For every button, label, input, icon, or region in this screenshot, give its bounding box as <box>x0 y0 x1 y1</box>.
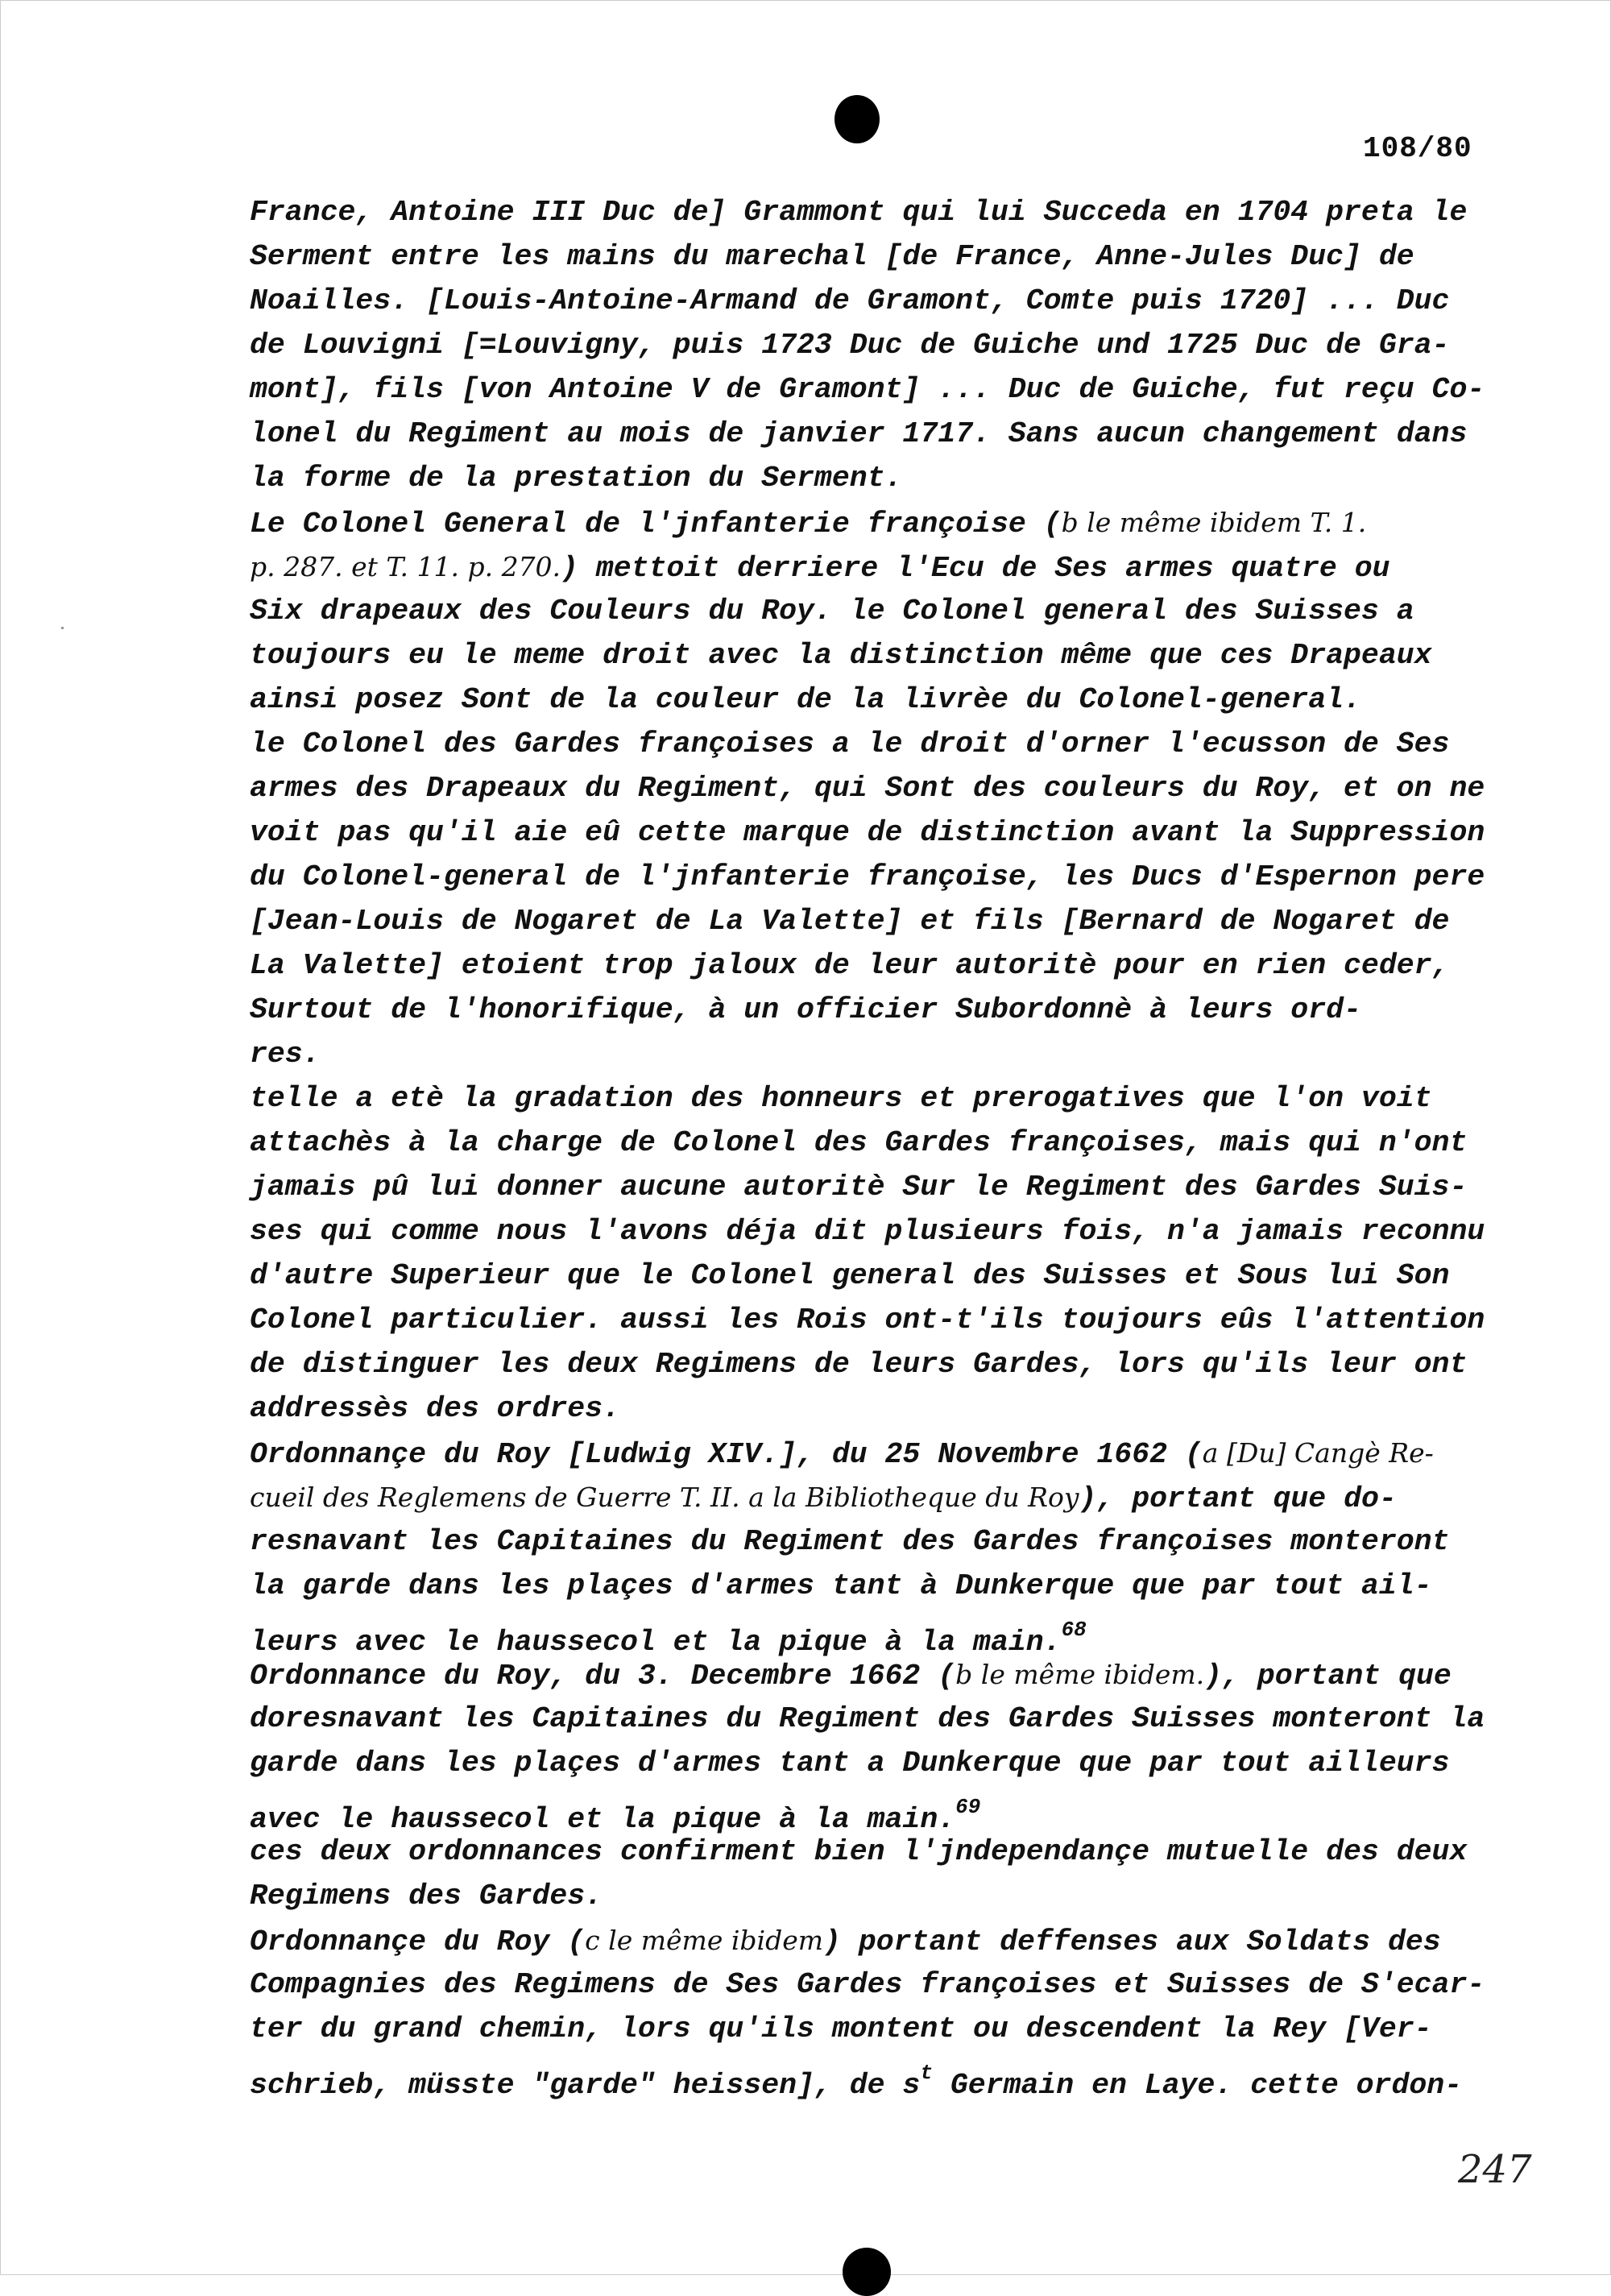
text-line <box>250 1165 1603 1209</box>
text-line <box>250 456 1603 500</box>
text-segment: ses qui comme nous l'avons déja dit plusieurs fois, n'a jamais reconnu <box>250 1215 1485 1248</box>
scan-speck <box>61 627 64 629</box>
text-line <box>250 1254 1603 1298</box>
text-line <box>250 1962 1603 2007</box>
text-segment: Ordonnançe du Roy ( <box>250 1925 586 1958</box>
text-line <box>250 234 1603 279</box>
text-line <box>250 1431 1603 1475</box>
text-segment: toujours eu le meme droit avec la distinction même que ces Drapeaux <box>250 639 1432 672</box>
handwritten-annotation: b le même ibidem. <box>955 1659 1205 1690</box>
text-line <box>250 1918 1603 1962</box>
superscript: 69 <box>955 1795 981 1819</box>
text-line <box>250 988 1603 1032</box>
text-segment: d'autre Superieur que le Colonel general des Suisses et Sous lui Son <box>250 1259 1450 1292</box>
text-segment: voit pas qu'il aie eû cette marque de distinction avant la Suppression <box>250 816 1485 849</box>
text-segment: armes des Drapeaux du Regiment, qui Sont des couleurs du Roy, et on ne <box>250 772 1485 805</box>
text-segment: la forme de la prestation du Serment. <box>250 462 903 495</box>
text-segment: attachès à la charge de Colonel des Gardes françoises, mais qui n'ont <box>250 1126 1468 1159</box>
page-number: 108/80 <box>1363 132 1472 165</box>
text-line <box>250 899 1603 943</box>
text-line <box>250 500 1603 545</box>
text-line <box>250 1874 1603 1918</box>
text-segment: res. <box>250 1038 321 1071</box>
text-line <box>250 678 1603 722</box>
text-segment: jamais pû lui donner aucune autoritè Sur le Regiment des Gardes Suis- <box>250 1171 1468 1204</box>
text-segment: Six drapeaux des Couleurs du Roy. le Colonel general des Suisses a <box>250 595 1414 628</box>
handwritten-folio-number: 247 <box>1458 2147 1532 2192</box>
text-line <box>250 855 1603 899</box>
text-segment: Colonel particulier. aussi les Rois ont-t'ils toujours eûs l'attention <box>250 1303 1485 1337</box>
text-line <box>250 545 1603 589</box>
text-line <box>250 2051 1603 2102</box>
text-segment: mont <box>250 373 321 406</box>
punch-hole-top <box>834 95 880 143</box>
text-line <box>250 633 1603 678</box>
text-segment: Ordonnançe du Roy [Ludwig XIV.], du 25 Novembre 1662 ( <box>250 1438 1203 1471</box>
text-segment: France, Antoine III Duc de] Grammont qui lui Succeda en 1704 preta le <box>250 196 1468 229</box>
text-segment: Regimens des Gardes. <box>250 1879 603 1913</box>
text-segment: leurs avec le haussecol et la pique à la main. <box>250 1626 1062 1659</box>
text-segment: Serment entre les mains du marechal [de France, Anne-Jules Duc] de <box>250 240 1414 273</box>
text-line <box>250 412 1603 456</box>
text-line <box>250 323 1603 367</box>
handwritten-annotation: cueil des Reglemens de Guerre T. II. a la Bibliotheque du Roy <box>250 1482 1079 1513</box>
superscript: t <box>920 2061 933 2085</box>
text-line <box>250 1519 1603 1564</box>
text-segment: [Jean-Louis de Nogaret de La Valette] et fils [Bernard de Nogaret de <box>250 905 1450 938</box>
text-line <box>250 810 1603 855</box>
text-line <box>250 1298 1603 1342</box>
text-segment: addressès des ordres. <box>250 1392 620 1425</box>
text-segment: doresnavant les Capitaines du Regiment des Gardes Suisses monteront la <box>250 1702 1485 1735</box>
text-line <box>250 1209 1603 1254</box>
text-line <box>250 1697 1603 1741</box>
text-line <box>250 190 1603 234</box>
text-segment: ces deux ordonnances confirment bien l'jndependançe mutuelle des deux <box>250 1835 1468 1868</box>
text-segment: ], fils [von Antoine V de Gramont] ... Duc de Guiche, fut reçu Co- <box>320 373 1485 406</box>
text-line <box>250 722 1603 766</box>
text-segment: de Louvigni [=Louvigny, puis 1723 Duc de Guiche und 1725 Duc de <box>250 329 1379 362</box>
superscript: 68 <box>1061 1618 1087 1642</box>
text-line <box>250 2007 1603 2051</box>
text-segment: du Colonel-general de l'jnfanterie françoise, les Ducs d'Espernon pere <box>250 860 1485 893</box>
text-segment: ainsi posez Sont de la couleur de la livrèe du Colonel-general. <box>250 683 1361 716</box>
text-line <box>250 1785 1603 1836</box>
text-segment: ter du grand chemin, lors qu'ils montent ou descendent la Rey [Ver- <box>250 2012 1432 2045</box>
text-line <box>250 1564 1603 1608</box>
text-segment: Surtout de l'honorifique, à un officier Subordonnè à leurs ord- <box>250 993 1361 1026</box>
text-line <box>250 1652 1603 1697</box>
text-segment: telle a etè la gradation des honneurs et prerogatives que l'on voit <box>250 1082 1432 1115</box>
text-line <box>250 1830 1603 1874</box>
text-line <box>250 1475 1603 1519</box>
text-segment: [Louis-Antoine-Armand de Gramont, Comte puis 1720] ... Duc <box>408 284 1450 317</box>
handwritten-annotation: b le même ibidem T. 1. <box>1061 507 1367 538</box>
text-segment: avec le haussecol et la pique à la main. <box>250 1803 956 1836</box>
text-segment: le Colonel des Gardes françoises a le droit d'orner l'ecusson de Ses <box>250 727 1450 760</box>
text-segment: de distinguer les deux Regimens de leurs Gardes, lors qu'ils leur ont <box>250 1348 1468 1381</box>
text-segment: resnavant les Capitaines du Regiment des Gardes françoises monteront <box>250 1525 1450 1558</box>
text-segment: schrieb, müsste "garde" heissen], de s <box>250 2069 921 2102</box>
text-segment: Noailles. <box>250 284 409 317</box>
text-line <box>250 1741 1603 1785</box>
text-segment: ), portant que <box>1204 1660 1452 1693</box>
text-line <box>250 367 1603 412</box>
text-line <box>250 279 1603 323</box>
text-segment: Ordonnance du Roy, du 3. Decembre 1662 ( <box>250 1660 956 1693</box>
text-line <box>250 1386 1603 1431</box>
text-line <box>250 1076 1603 1121</box>
text-segment: Germain en Laye. cette ordon- <box>932 2069 1463 2102</box>
text-line <box>250 1032 1603 1076</box>
text-line <box>250 1342 1603 1386</box>
handwritten-annotation: c le même ibidem <box>585 1925 824 1956</box>
text-segment: La Valette] etoient trop jaloux de leur autoritè pour en rien ceder, <box>250 949 1450 982</box>
text-segment: Gra- <box>1378 329 1450 362</box>
text-segment: la garde dans les plaçes d'armes tant à Dunkerque que par tout ail- <box>250 1569 1432 1602</box>
text-line <box>250 589 1603 633</box>
handwritten-annotation: a [Du] Cangè Re- <box>1202 1437 1434 1469</box>
text-line <box>250 1121 1603 1165</box>
handwritten-annotation: p. 287. et T. 11. p. 270. <box>250 551 561 582</box>
text-segment: ) mettoit derriere l'Ecu de Ses armes quatre ou <box>561 552 1390 585</box>
body-text <box>250 190 1603 2102</box>
text-segment: ), portant que do- <box>1079 1482 1397 1515</box>
text-line <box>250 943 1603 988</box>
text-segment: lonel du Regiment au mois de janvier 1717. Sans aucun changement dans <box>250 417 1468 450</box>
text-segment: Le Colonel General de l'jnfanterie françoise ( <box>250 508 1062 541</box>
text-segment: Compagnies des Regimens de Ses Gardes françoises et Suisses de S'ecar- <box>250 1968 1485 2001</box>
text-line <box>250 766 1603 810</box>
punch-hole-bottom <box>843 2248 891 2296</box>
text-line <box>250 1608 1603 1659</box>
text-segment: ) portant deffenses aux Soldats des <box>823 1925 1441 1958</box>
text-segment: garde dans les plaçes d'armes tant a Dunkerque que par tout ailleurs <box>250 1747 1450 1780</box>
